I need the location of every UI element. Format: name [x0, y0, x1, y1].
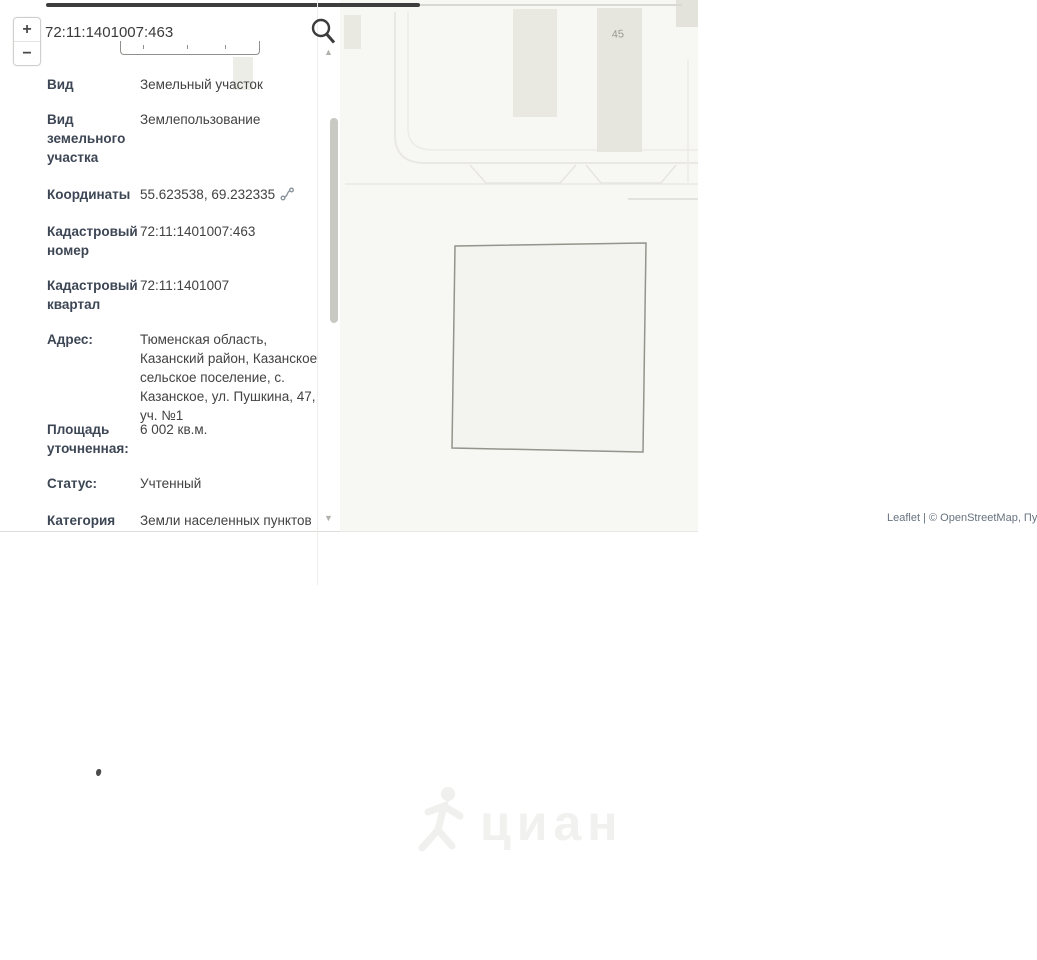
scan-streak [317, 0, 318, 585]
info-row-address [47, 330, 325, 425]
field-value: 6 002 кв.м. [140, 422, 208, 437]
field-label: Кадастровый номер [47, 224, 138, 258]
field-value: Тюменская область, Казанский район, Казанское сельское поселение, с. Казанское, ул. Пушкина, 47, уч. №1 [140, 332, 318, 423]
field-value: Земельный участок [140, 77, 263, 92]
scroll-up-icon[interactable]: ▲ [324, 47, 333, 57]
watermark [408, 782, 668, 872]
info-row-area [47, 420, 325, 458]
field-label: Вид земельного участка [47, 112, 126, 165]
info-row-status [47, 474, 325, 493]
field-label: Адрес: [47, 332, 93, 347]
watermark-text: циан [480, 795, 624, 851]
info-row-land-type [47, 110, 325, 167]
zoom-out-button[interactable]: − [14, 41, 40, 65]
field-value: Земли населенных пунктов [140, 513, 312, 528]
info-row-category [47, 511, 325, 530]
search-icon[interactable] [310, 17, 336, 50]
field-label: Координаты [47, 187, 131, 202]
field-label: Площадь уточненная: [47, 422, 129, 456]
field-value: 72:11:1401007 [140, 278, 230, 293]
scan-edge-line [46, 3, 420, 7]
field-label: Статус: [47, 476, 97, 491]
info-row-coordinates [47, 185, 325, 204]
field-value: 72:11:1401007:463 [140, 224, 256, 239]
map-canvas[interactable] [330, 0, 1037, 532]
scan-speck [95, 768, 102, 776]
field-value: Учтенный [140, 476, 202, 491]
zoom-in-button[interactable]: + [22, 21, 32, 38]
info-row-type [47, 75, 325, 94]
search-input[interactable] [43, 18, 307, 46]
field-value [140, 185, 325, 204]
parcel-info-panel [0, 0, 340, 532]
scroll-down-icon[interactable]: ▼ [324, 513, 333, 523]
map-buildings [344, 0, 698, 152]
scan-edge-line-faint [420, 4, 682, 6]
field-label: Категория [47, 513, 116, 528]
map-zoom-control [13, 17, 41, 66]
person-logo-icon [408, 782, 478, 867]
panel-scrollbar-thumb[interactable] [330, 118, 338, 323]
map-attribution[interactable]: Leaflet | © OpenStreetMap, Пу [887, 512, 1028, 528]
route-icon[interactable] [280, 187, 295, 201]
field-label: Вид [47, 77, 74, 92]
field-label: Кадастровый квартал [47, 278, 138, 312]
field-value: Землепользование [140, 112, 261, 127]
info-row-cadastral-number [47, 222, 325, 260]
coordinates-value: 55.623538, 69.232335 [140, 187, 276, 202]
parcel-number-label: 45 [611, 28, 625, 41]
info-row-cadastral-block [47, 276, 325, 314]
selected-parcel[interactable] [452, 243, 646, 452]
